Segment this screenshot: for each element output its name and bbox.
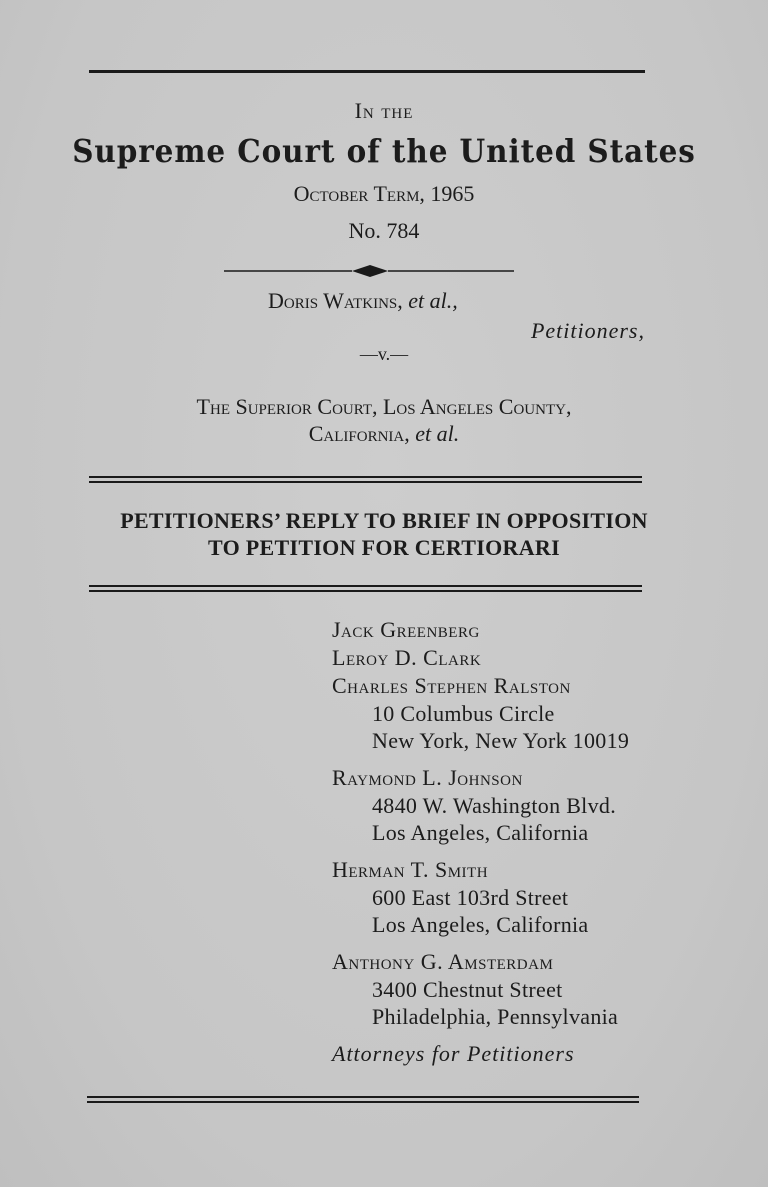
attorney-address-line: 10 Columbus Circle xyxy=(372,701,555,726)
attorney-address-line: 4840 W. Washington Blvd. xyxy=(372,793,616,818)
petitioner-etal: et al., xyxy=(408,288,458,313)
attorney-name: Raymond L. Johnson xyxy=(332,765,523,790)
attorney-name: Leroy D. Clark xyxy=(332,645,482,670)
respondent-line-2 xyxy=(0,421,768,447)
attorney-address-line: New York, New York 10019 xyxy=(372,728,630,753)
attorney-address-line: Los Angeles, California xyxy=(372,820,589,845)
attorney-address-line: 600 East 103rd Street xyxy=(372,885,569,910)
court-name: Supreme Court of the United States xyxy=(72,132,696,170)
bottom-rule xyxy=(87,1096,639,1103)
brief-title-line-1: PETITIONERS’ REPLY TO BRIEF IN OPPOSITION xyxy=(120,508,648,533)
attorney-name: Herman T. Smith xyxy=(332,857,489,882)
ornament-divider xyxy=(224,263,514,279)
top-rule xyxy=(89,70,645,73)
attorney-address-line: Los Angeles, California xyxy=(372,912,589,937)
caption-rule xyxy=(89,476,642,483)
attorney-address-line: Philadelphia, Pennsylvania xyxy=(372,1004,619,1029)
attorney-name: Charles Stephen Ralston xyxy=(332,673,571,698)
attorney-name: Jack Greenberg xyxy=(332,617,480,642)
docket-number: No. 784 xyxy=(348,218,420,243)
respondent-etal: et al. xyxy=(415,421,460,446)
versus: —v.— xyxy=(359,344,409,364)
counsel-block xyxy=(332,616,629,1030)
term-line: October Term, 1965 xyxy=(293,181,475,206)
petitioners-role: Petitioners, xyxy=(530,318,645,343)
respondent-state: California, xyxy=(308,421,410,446)
respondent-line-1: The Superior Court, Los Angeles County, xyxy=(196,394,572,419)
petitioner-name-text: Doris Watkins, xyxy=(268,288,403,313)
petitioner-name xyxy=(268,288,458,314)
attorney-address-line: 3400 Chestnut Street xyxy=(372,977,563,1002)
in-the-heading: In the xyxy=(354,98,414,123)
brief-title-line-2: TO PETITION FOR CERTIORARI xyxy=(208,535,560,560)
attorney-name: Anthony G. Amsterdam xyxy=(332,949,554,974)
title-rule xyxy=(89,585,642,592)
attorneys-for-line: Attorneys for Petitioners xyxy=(332,1041,575,1066)
